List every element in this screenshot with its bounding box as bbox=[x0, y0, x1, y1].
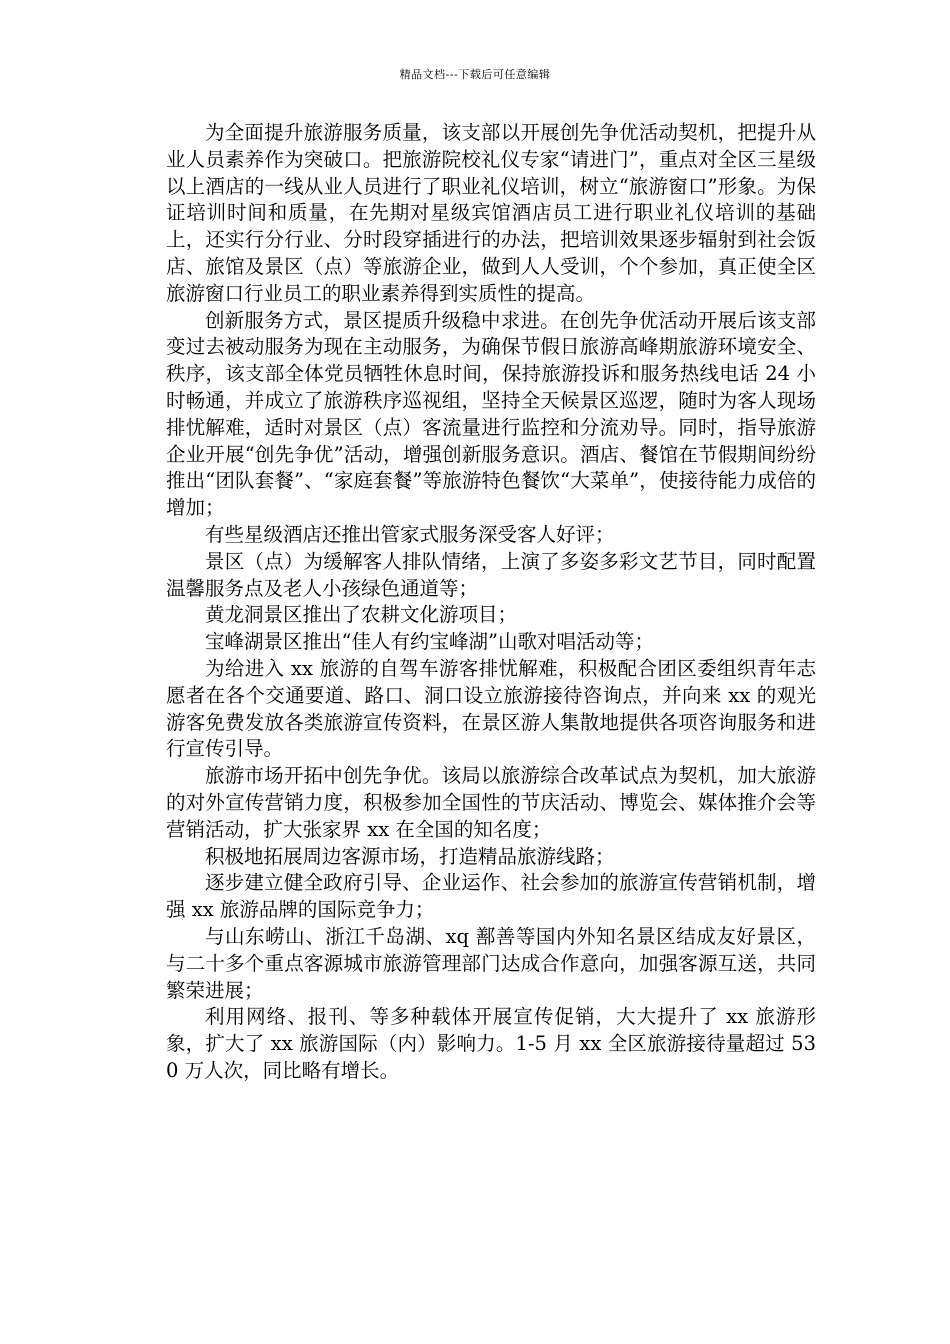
paragraph-4: 景区（点）为缓解客人排队情绪，上演了多姿多彩文艺节目，同时配置温馨服务点及老人小孩绿色通道等； bbox=[166, 549, 816, 600]
document-body bbox=[166, 120, 816, 1085]
paragraph-10: 逐步建立健全政府引导、企业运作、社会参加的旅游宣传营销机制，增强 xx 旅游品牌的国际竞争力； bbox=[166, 871, 816, 922]
paragraph-7: 为给进入 xx 旅游的自驾车游客排忧解难，积极配合团区委组织青年志愿者在各个交通要道、路口、洞口设立旅游接待咨询点，并向来 xx 的观光游客免费发放各类旅游宣传资料，在景区游人集散地提供各项咨询服务和进行宣传引导。 bbox=[166, 656, 816, 761]
paragraph-1: 为全面提升旅游服务质量，该支部以开展创先争优活动契机，把提升从业人员素养作为突破口。把旅游院校礼仪专家“请进门”，重点对全区三星级以上酒店的一线从业人员进行了职业礼仪培训，树立“旅游窗口”形象。为保证培训时间和质量，在先期对星级宾馆酒店员工进行职业礼仪培训的基础上，还实行分行业、分时段穿插进行的办法，把培训效果逐步辐射到社会饭店、旅馆及景区（点）等旅游企业，做到人人受训，个个参加，真正使全区旅游窗口行业员工的职业素养得到实质性的提高。 bbox=[166, 121, 816, 305]
paragraph-6: 宝峰湖景区推出“佳人有约宝峰湖”山歌对唱活动等； bbox=[205, 630, 654, 654]
paragraph-8: 旅游市场开拓中创先争优。该局以旅游综合改革试点为契机，加大旅游的对外宣传营销力度，积极参加全国性的节庆活动、博览会、媒体推介会等营销活动，扩大张家界 xx 在全国的知名度； bbox=[166, 764, 816, 841]
paragraph-9: 积极地拓展周边客源市场，打造精品旅游线路； bbox=[205, 844, 615, 868]
page-header: 精品文档---下载后可任意编辑 bbox=[399, 68, 551, 81]
paragraph-11: 与山东崂山、浙江千岛湖、xq 鄯善等国内外知名景区结成友好景区，与二十多个重点客源城市旅游管理部门达成合作意向，加强客源互送，共同繁荣进展； bbox=[166, 924, 816, 1002]
paragraph-5: 黄龙洞景区推出了农耕文化游项目； bbox=[205, 603, 518, 627]
paragraph-12: 利用网络、报刊、等多种载体开展宣传促销，大大提升了 xx 旅游形象，扩大了 xx 旅游国际（内）影响力。1-5 月 xx 全区旅游接待量超过 530 万人次，同比略有增长。 bbox=[166, 1005, 816, 1082]
paragraph-2: 创新服务方式，景区提质升级稳中求进。在创先争优活动开展后该支部变过去被动服务为现在主动服务，为确保节假日旅游高峰期旅游环境安全、秩序，该支部全体党员牺牲休息时间，保持旅游投诉和服务热线电话 24 小时畅通，并成立了旅游秩序巡视组，坚持全天候景区巡逻，随时为客人现场排忧解难，适时对景区（点）客流量进行监控和分流劝导。同时，指导旅游企业开展“创先争优”活动，增强创新服务意识。酒店、餐馆在节假期间纷纷推出“团队套餐”、“家庭套餐”等旅游特色餐饮“大菜单”，使接待能力成倍的增加； bbox=[166, 308, 816, 520]
paragraph-3: 有些星级酒店还推出管家式服务深受客人好评； bbox=[205, 522, 615, 546]
